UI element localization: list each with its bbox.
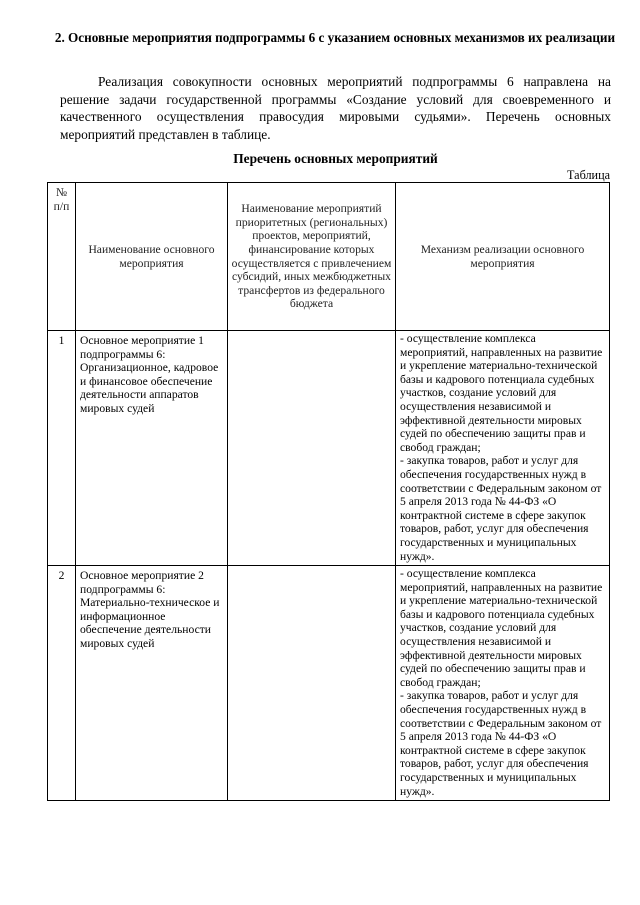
table-row	[48, 331, 610, 566]
intro-paragraph: Реализация совокупности основных мероприятий подпрограммы 6 направлена на решение задачи государственной программы «Создание условий для своевременного и качественного осуществления правосудия мировыми судьями». Перечень основных мероприятий представлен в таблице.	[60, 74, 611, 142]
table-row	[48, 566, 610, 801]
table-header-row	[48, 183, 610, 331]
cell-num: 2	[48, 566, 76, 801]
header-projects: Наименование мероприятий приоритетных (региональных) проектов, мероприятий, финансирование которых осуществляется с привлечением субсидий, иных межбюджетных трансфертов из федерального бюджета	[228, 183, 396, 331]
cell-projects	[228, 331, 396, 566]
header-mechanism: Механизм реализации основного мероприятия	[396, 183, 610, 331]
header-num: № п/п	[48, 183, 76, 331]
measures-table	[47, 182, 610, 801]
table-title: Перечень основных мероприятий	[233, 151, 438, 166]
cell-name: Основное мероприятие 2 подпрограммы 6: Материально-техническое и информационное обеспечение деятельности мировых судей	[76, 566, 228, 801]
section-heading: 2. Основные мероприятия подпрограммы 6 с указанием основных механизмов их реализации	[54, 30, 616, 45]
cell-mechanism: - осуществление комплекса мероприятий, направленных на развитие и укрепление материально-технической базы и кадрового потенциала судебных участков, создание условий для осуществления независимой и эффективной деятельности мировых судей по обеспечению защиты прав и свобод граждан; - закупка товаров, работ и услуг для обеспечения государственных нужд в соответствии с Федеральным законом от 5 апреля 2013 года № 44-ФЗ «О контрактной системе в сфере закупок товаров, работ, услуг для обеспечения государственных и муниципальных нужд».	[396, 331, 610, 566]
header-name: Наименование основного мероприятия	[76, 183, 228, 331]
cell-num: 1	[48, 331, 76, 566]
cell-mechanism: - осуществление комплекса мероприятий, направленных на развитие и укрепление материально-технической базы и кадрового потенциала судебных участков, создание условий для осуществления независимой и эффективной деятельности мировых судей по обеспечению защиты прав и свобод граждан; - закупка товаров, работ и услуг для обеспечения государственных нужд в соответствии с Федеральным законом от 5 апреля 2013 года № 44-ФЗ «О контрактной системе в сфере закупок товаров, работ, услуг для обеспечения государственных и муниципальных нужд».	[396, 566, 610, 801]
cell-name: Основное мероприятие 1 подпрограммы 6: Организационное, кадровое и финансовое обеспечение деятельности аппаратов мировых судей	[76, 331, 228, 566]
table-label: Таблица	[567, 168, 610, 182]
cell-projects	[228, 566, 396, 801]
